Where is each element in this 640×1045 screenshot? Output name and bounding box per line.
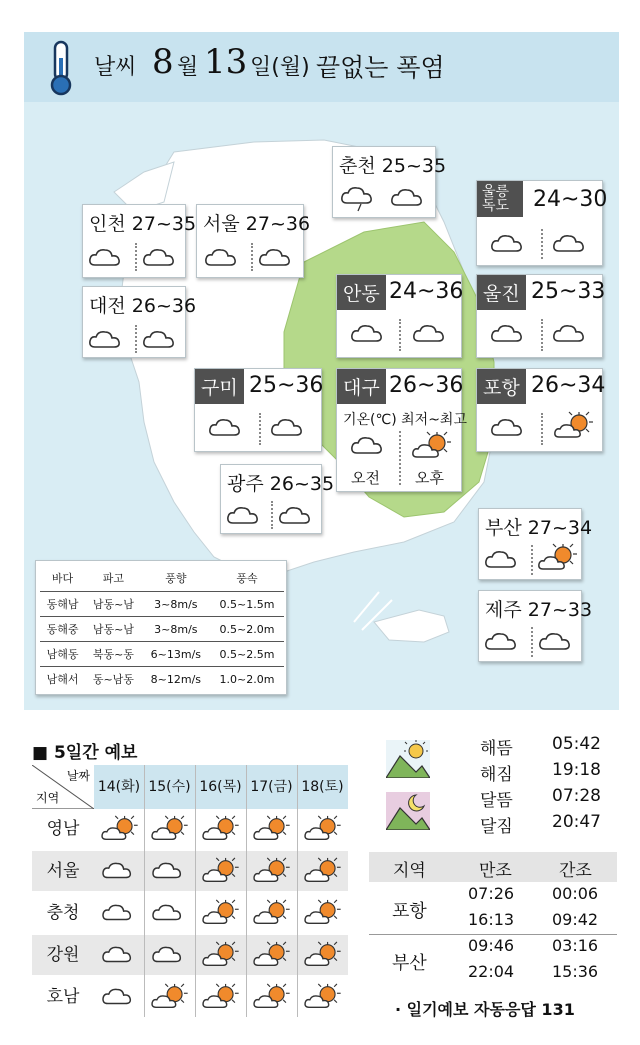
sea-cell: 0.5~1.5m (210, 592, 284, 617)
busan-label: 부산 27~34 (485, 517, 593, 539)
card-uljin (476, 274, 606, 358)
tide-region-busan: 부산 (392, 953, 427, 974)
sun-cloud-icon (150, 983, 188, 1011)
header-month: 8 (152, 42, 174, 82)
sun-cloud-icon (553, 411, 593, 441)
cloud-icon (551, 319, 591, 349)
forecast-day-label: 15(수) (148, 779, 191, 795)
moonrise-label: 달뜸 (480, 791, 513, 811)
sea-cell: 동해중 (40, 617, 85, 642)
forecast-day-label: 18(토) (301, 779, 344, 795)
chuncheon-label: 춘천 25~35 (339, 155, 447, 177)
sun-cloud-icon (252, 899, 290, 927)
forecast-row (32, 809, 348, 849)
forecast-table (32, 765, 348, 1015)
sea-cell: 남동~남 (85, 617, 142, 642)
sun-cloud-icon (100, 815, 138, 843)
andong-tag: 안동 (337, 275, 386, 310)
sea-cell: 동해남 (40, 592, 85, 617)
card-busan (478, 508, 593, 580)
sun-cloud-icon (150, 815, 188, 843)
forecast-cell (297, 809, 347, 849)
cloud-icon (489, 319, 529, 349)
tide-time: 00:06 (552, 884, 599, 903)
forecast-day-label: 14(화) (97, 779, 141, 795)
sea-cell: 0.5~2.0m (210, 617, 284, 642)
cloud-icon (551, 229, 591, 259)
card-daegu (336, 368, 467, 492)
tide-time: 09:46 (468, 936, 515, 955)
sun-cloud-icon (303, 941, 341, 969)
forecast-cell (246, 851, 296, 891)
sea-cell: 동~남동 (85, 667, 142, 692)
sun-cloud-icon (411, 431, 451, 461)
forecast-cell (195, 851, 245, 891)
cloud-icon (100, 899, 138, 927)
sun-cloud-icon (201, 815, 239, 843)
tide-header (369, 852, 617, 882)
uljin-tag: 울진 (477, 275, 526, 310)
cloud-icon (483, 627, 523, 657)
sea-cell: 8~12m/s (142, 667, 210, 692)
corner-date-label: 날짜 (66, 769, 90, 783)
sea-row (40, 667, 284, 692)
forecast-region: 영남 (46, 819, 80, 839)
cloud-icon (150, 857, 188, 885)
gwangju-label: 광주 26~35 (227, 473, 335, 495)
tide-time: 07:26 (468, 884, 515, 903)
tide-header-low: 간조 (559, 861, 592, 881)
card-pohang (476, 368, 606, 452)
sea-cell: 3~8m/s (142, 617, 210, 642)
forecast-cell (246, 809, 296, 849)
daegu-legend: 기온(℃) 최저~최고 (343, 412, 467, 428)
cloud-icon (141, 325, 181, 355)
forecast-cell (297, 893, 347, 933)
forecast-cell (144, 851, 194, 891)
sunset-time: 19:18 (552, 760, 601, 780)
cloud-icon (277, 501, 317, 531)
forecast-cell (195, 977, 245, 1017)
forecast-cell (195, 935, 245, 975)
sea-row (40, 617, 284, 642)
card-gwangju (220, 464, 335, 534)
cloud-icon (100, 983, 138, 1011)
sun-cloud-icon (303, 857, 341, 885)
forecast-cell (297, 935, 347, 975)
card-andong (336, 274, 462, 358)
cloud-icon (483, 545, 523, 575)
forecast-cell (144, 893, 194, 933)
forecast-region: 서울 (46, 861, 80, 881)
sea-cell: 6~13m/s (142, 642, 210, 667)
forecast-corner (32, 765, 94, 809)
forecast-row (32, 935, 348, 975)
andong-range: 24~36 (389, 279, 464, 304)
sea-row (40, 592, 284, 617)
forecast-cell (144, 809, 194, 849)
forecast-cell (246, 977, 296, 1017)
tide-region-pohang: 포항 (392, 901, 427, 922)
sea-cell: 0.5~2.5m (210, 642, 284, 667)
card-incheon (82, 204, 197, 278)
forecast-title: ■ 5일간 예보 (32, 743, 138, 763)
forecast-day-label: 16(목) (199, 779, 242, 795)
moonset-time: 20:47 (552, 812, 601, 832)
cloud-icon (225, 501, 265, 531)
sea-header-row (40, 565, 284, 592)
sun-cloud-icon (303, 983, 341, 1011)
sea-cell: 남해동 (40, 642, 85, 667)
forecast-region: 충청 (46, 903, 80, 923)
sun-cloud-icon (303, 815, 341, 843)
daegu-tag: 대구 (337, 369, 386, 404)
cloud-icon (87, 325, 127, 355)
tide-time: 22:04 (468, 962, 515, 981)
sea-cell: 1.0~2.0m (210, 667, 284, 692)
sun-cloud-icon (537, 543, 577, 573)
card-gumi (194, 368, 322, 452)
card-chuncheon (332, 146, 447, 218)
card-daejeon (82, 286, 197, 358)
sun-cloud-icon (252, 815, 290, 843)
forecast-cell (144, 977, 194, 1017)
daegu-range: 26~36 (389, 373, 464, 398)
header-day: 13 (204, 42, 248, 82)
gumi-tag: 구미 (195, 369, 244, 404)
sunrise-icon (386, 740, 430, 778)
cloud-icon (349, 431, 389, 461)
cloud-icon (141, 243, 181, 273)
ulleung-range: 24~30 (533, 187, 608, 212)
sea-header: 파고 (102, 572, 125, 585)
auto-response-phone: · 일기예보 자동응답 131 (395, 1000, 575, 1019)
cloud-icon (100, 857, 138, 885)
sea-conditions-table (35, 560, 287, 695)
sun-cloud-icon (303, 899, 341, 927)
forecast-cell (94, 809, 144, 849)
sun-cloud-icon (252, 941, 290, 969)
header-label: 날씨 (94, 55, 137, 80)
forecast-cell (94, 893, 144, 933)
header-headline: 끝없는 폭염 (316, 53, 445, 82)
forecast-cell (195, 893, 245, 933)
forecast-region: 호남 (46, 987, 80, 1007)
sea-header: 풍향 (165, 572, 187, 585)
tide-time: 09:42 (552, 910, 599, 929)
forecast-cell (94, 977, 144, 1017)
forecast-row (32, 851, 348, 891)
forecast-cell (94, 935, 144, 975)
tide-time: 16:13 (468, 910, 515, 929)
forecast-day-label: 17(금) (250, 779, 293, 795)
sunrise-time: 05:42 (552, 734, 601, 754)
cloud-icon (489, 229, 529, 259)
cloud-icon (100, 941, 138, 969)
cloud-icon (207, 413, 247, 443)
tide-header-high: 만조 (479, 861, 512, 881)
sunset-label: 해짐 (480, 765, 513, 785)
forecast-row (32, 977, 348, 1017)
incheon-label: 인천 27~35 (89, 213, 197, 235)
corner-region-label: 지역 (36, 791, 60, 805)
ulleung-tag: 울릉독도 (477, 181, 523, 217)
forecast-cell (246, 893, 296, 933)
cloud-icon (349, 319, 389, 349)
forecast-cell (246, 935, 296, 975)
cloud-icon (411, 319, 451, 349)
cloud-icon (389, 183, 429, 213)
cloud-icon (203, 243, 243, 273)
daegu-pm: 오후 (415, 469, 444, 487)
sea-header: 풍속 (236, 572, 258, 585)
seoul-label: 서울 27~36 (203, 213, 311, 235)
sun-cloud-icon (201, 857, 239, 885)
sunrise-label: 해뜸 (480, 739, 513, 759)
forecast-region: 강원 (46, 945, 80, 965)
forecast-row (32, 893, 348, 933)
cloud-icon (150, 899, 188, 927)
cloud-rain-icon (339, 183, 379, 213)
card-jeju (478, 590, 593, 662)
moonrise-time: 07:28 (552, 786, 601, 806)
cloud-icon (269, 413, 309, 443)
header-day-unit: 일(월) (250, 55, 310, 80)
uljin-range: 25~33 (531, 279, 606, 304)
sun-cloud-icon (252, 983, 290, 1011)
cloud-icon (489, 413, 529, 443)
forecast-cell (297, 977, 347, 1017)
gumi-range: 25~36 (249, 373, 324, 398)
sun-cloud-icon (252, 857, 290, 885)
sea-cell: 남동~남 (85, 592, 142, 617)
forecast-cell (195, 809, 245, 849)
moonset-label: 달짐 (480, 817, 513, 837)
thermometer-icon (46, 40, 76, 96)
sun-cloud-icon (201, 941, 239, 969)
header-month-unit: 월 (177, 55, 199, 80)
sea-cell: 북동~동 (85, 642, 142, 667)
forecast-cell (144, 935, 194, 975)
sea-header: 바다 (51, 572, 74, 585)
cloud-icon (257, 243, 297, 273)
cloud-icon (87, 243, 127, 273)
tide-header-region: 지역 (393, 861, 426, 881)
forecast-cell (297, 851, 347, 891)
tide-time: 03:16 (552, 936, 599, 955)
sea-cell: 3~8m/s (142, 592, 210, 617)
cloud-icon (537, 627, 577, 657)
pohang-tag: 포항 (477, 369, 526, 404)
cloud-icon (150, 941, 188, 969)
sea-row (40, 642, 284, 667)
daejeon-label: 대전 26~36 (89, 295, 197, 317)
tide-time: 15:36 (552, 962, 599, 981)
sun-cloud-icon (201, 899, 239, 927)
pohang-range: 26~34 (531, 373, 606, 398)
header-banner (24, 32, 619, 102)
daegu-am: 오전 (351, 469, 380, 487)
sun-cloud-icon (201, 983, 239, 1011)
jeju-label: 제주 27~33 (485, 599, 593, 621)
forecast-cell (94, 851, 144, 891)
card-seoul (196, 204, 311, 278)
sea-cell: 남해서 (40, 667, 85, 692)
card-ulleung (476, 180, 608, 266)
moonrise-icon (386, 792, 430, 830)
